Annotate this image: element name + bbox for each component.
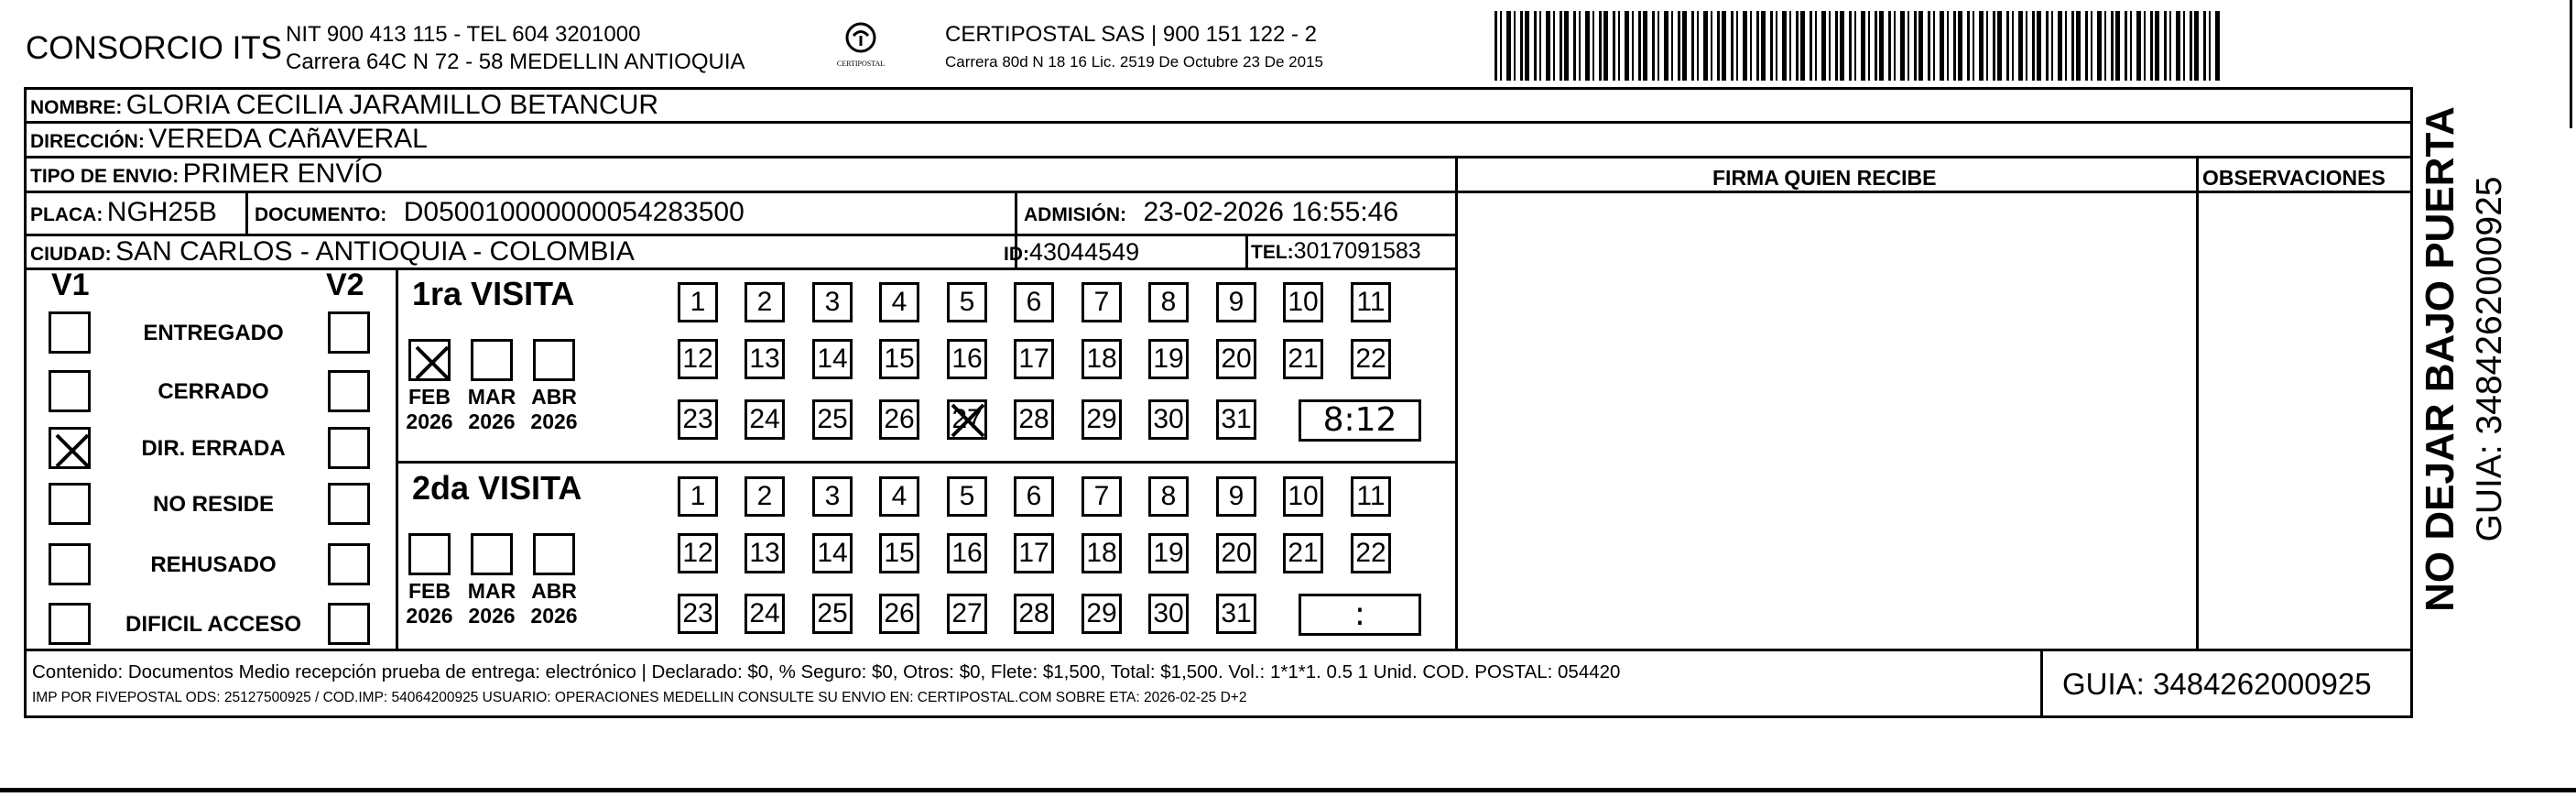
day-number: 21 <box>1288 538 1319 568</box>
direccion-value: VEREDA CAñAVERAL <box>148 124 428 154</box>
month-year: 2026 <box>530 604 578 628</box>
day-checkbox[interactable] <box>1148 399 1189 440</box>
v2-checkbox[interactable] <box>328 311 370 354</box>
divider <box>1455 156 1458 650</box>
day-checkbox[interactable] <box>812 594 853 634</box>
day-number: 8 <box>1160 481 1177 511</box>
certipostal-logo-icon <box>842 20 879 55</box>
day-checkbox[interactable] <box>1081 339 1122 379</box>
day-checkbox[interactable] <box>1283 533 1323 573</box>
status-label: ENTREGADO <box>143 321 284 345</box>
month-checkbox[interactable] <box>471 533 513 575</box>
footer-guia: GUIA: 3484262000925 <box>2062 667 2372 701</box>
day-checkbox[interactable] <box>1148 594 1189 634</box>
day-number: 23 <box>682 598 713 628</box>
certipostal-logo <box>824 20 897 75</box>
month-year: 2026 <box>406 604 453 628</box>
tipo-envio-label: TIPO DE ENVIO: <box>30 166 179 187</box>
day-number: 25 <box>817 598 848 628</box>
day-number: 5 <box>959 287 975 317</box>
day-number: 17 <box>1018 344 1049 374</box>
day-checkbox[interactable] <box>1283 339 1323 379</box>
visit-title: 1ra VISITA <box>412 275 575 312</box>
v2-checkbox[interactable] <box>328 427 370 469</box>
day-checkbox[interactable] <box>678 594 718 634</box>
direccion-row <box>30 124 428 155</box>
day-number: 1 <box>690 481 706 511</box>
v1-checkbox[interactable] <box>49 311 91 354</box>
day-checkbox[interactable] <box>1014 339 1054 379</box>
day-number: 14 <box>817 538 848 568</box>
month-name: MAR <box>467 579 516 603</box>
day-checkbox[interactable] <box>1148 339 1189 379</box>
day-number: 24 <box>749 404 780 434</box>
v1-label: V1 <box>51 267 90 302</box>
day-checkbox[interactable] <box>879 399 919 440</box>
day-number: 29 <box>1086 404 1117 434</box>
barcode <box>1495 11 2223 81</box>
admision-label: ADMISIÓN: <box>1024 204 1126 225</box>
company-name: CONSORCIO ITS <box>26 30 283 66</box>
border <box>2410 87 2413 718</box>
day-checkbox[interactable] <box>745 399 785 440</box>
month-checkbox[interactable] <box>533 533 575 575</box>
firma-label: FIRMA QUIEN RECIBE <box>1712 166 1937 190</box>
status-label: DIFICIL ACCESO <box>125 612 301 637</box>
day-checkbox[interactable] <box>947 282 987 322</box>
day-number: 10 <box>1288 481 1319 511</box>
nombre-label: NOMBRE: <box>30 97 123 118</box>
month-checkbox[interactable] <box>533 339 575 381</box>
day-checkbox[interactable] <box>947 339 987 379</box>
day-number: 12 <box>682 344 713 374</box>
day-number: 17 <box>1018 538 1049 568</box>
day-checkbox[interactable] <box>879 282 919 322</box>
day-checkbox[interactable] <box>745 339 785 379</box>
day-number: 22 <box>1355 538 1386 568</box>
no-dejar-warning: NO DEJAR BAJO PUERTA <box>2418 106 2462 612</box>
placa-row <box>30 197 217 228</box>
direccion-label: DIRECCIÓN: <box>30 131 145 152</box>
day-checkbox[interactable] <box>1081 594 1122 634</box>
day-number: 25 <box>817 404 848 434</box>
day-checkbox[interactable] <box>1283 282 1323 322</box>
status-label: REHUSADO <box>150 552 277 577</box>
observaciones-label: OBSERVACIONES <box>2202 166 2386 190</box>
placa-label: PLACA: <box>30 204 103 225</box>
time-field[interactable]: 8:12 <box>1299 399 1421 442</box>
v1-checkbox[interactable] <box>49 543 91 585</box>
edge-line <box>2570 0 2572 128</box>
day-checkbox[interactable] <box>1351 476 1391 517</box>
month-name: MAR <box>467 385 516 409</box>
day-number: 16 <box>951 538 983 568</box>
border <box>24 87 27 718</box>
day-checkbox[interactable] <box>745 594 785 634</box>
day-checkbox[interactable] <box>947 476 987 517</box>
day-number: 10 <box>1288 287 1319 317</box>
day-checkbox[interactable] <box>947 533 987 573</box>
day-checkbox[interactable] <box>1283 476 1323 517</box>
day-number: 30 <box>1153 404 1184 434</box>
day-number: 28 <box>1018 404 1049 434</box>
tipo-envio-value: PRIMER ENVÍO <box>182 158 384 189</box>
status-label: NO RESIDE <box>152 492 275 517</box>
day-checkbox[interactable] <box>1081 399 1122 440</box>
day-number: 27 <box>951 598 983 628</box>
month-name: ABR <box>531 385 577 409</box>
day-checkbox[interactable] <box>1216 594 1256 634</box>
day-checkbox[interactable] <box>1216 282 1256 322</box>
day-number: 14 <box>817 344 848 374</box>
documento-row <box>255 197 745 228</box>
month-label <box>517 385 591 434</box>
day-number: 2 <box>756 481 773 511</box>
day-checkbox[interactable] <box>678 476 718 517</box>
day-number: 7 <box>1093 481 1110 511</box>
day-number: 29 <box>1086 598 1117 628</box>
day-number: 1 <box>690 287 706 317</box>
month-year: 2026 <box>406 409 453 433</box>
v2-checkbox[interactable] <box>328 543 370 585</box>
side-guia: GUIA: 3484262000925 <box>2470 176 2509 542</box>
day-checkbox[interactable] <box>879 594 919 634</box>
day-checkbox[interactable] <box>879 476 919 517</box>
day-number: 2 <box>756 287 773 317</box>
day-number: 26 <box>884 404 915 434</box>
logo-text: CERTIPOSTAL <box>836 60 886 68</box>
day-number: 15 <box>884 538 915 568</box>
bottom-edge <box>0 788 2576 792</box>
month-checkbox[interactable] <box>408 339 451 381</box>
month-year: 2026 <box>530 409 578 433</box>
day-checkbox[interactable] <box>1351 533 1391 573</box>
day-number: 18 <box>1086 344 1117 374</box>
day-number: 5 <box>959 481 975 511</box>
day-number: 12 <box>682 538 713 568</box>
tel-value: 3017091583 <box>1293 238 1421 264</box>
visit-title: 2da VISITA <box>412 469 582 507</box>
divider <box>1245 234 1248 268</box>
company-address: Carrera 64C N 72 - 58 MEDELLIN ANTIOQUIA <box>286 49 745 74</box>
v1-checkbox[interactable] <box>49 370 91 412</box>
day-checkbox[interactable] <box>1148 533 1189 573</box>
day-checkbox[interactable] <box>678 339 718 379</box>
month-year: 2026 <box>468 409 516 433</box>
day-number: 3 <box>824 481 841 511</box>
month-name: ABR <box>531 579 577 603</box>
day-checkbox[interactable] <box>812 476 853 517</box>
divider <box>24 715 2413 718</box>
divider <box>24 191 2413 193</box>
day-checkbox[interactable] <box>1216 476 1256 517</box>
day-checkbox[interactable] <box>1148 476 1189 517</box>
day-checkbox[interactable] <box>812 282 853 322</box>
id-row <box>1004 238 1139 267</box>
v2-checkbox[interactable] <box>328 370 370 412</box>
day-number: 9 <box>1228 481 1245 511</box>
day-number: 6 <box>1026 481 1042 511</box>
day-number: 9 <box>1228 287 1245 317</box>
admision-value: 23-02-2026 16:55:46 <box>1143 197 1399 227</box>
day-checkbox[interactable] <box>1351 282 1391 322</box>
nombre-row <box>30 90 658 121</box>
day-number: 15 <box>884 344 915 374</box>
day-number: 3 <box>824 287 841 317</box>
v1-checkbox[interactable] <box>49 483 91 525</box>
day-checkbox[interactable] <box>745 476 785 517</box>
month-year: 2026 <box>468 604 516 628</box>
v1-checkbox[interactable] <box>49 603 91 645</box>
ciudad-label: CIUDAD: <box>30 244 112 265</box>
day-number: 31 <box>1221 404 1252 434</box>
day-checkbox[interactable] <box>1014 399 1054 440</box>
ciudad-value: SAN CARLOS - ANTIOQUIA - COLOMBIA <box>115 236 635 267</box>
day-number: 16 <box>951 344 983 374</box>
day-number: 23 <box>682 404 713 434</box>
contenido-line: Contenido: Documentos Medio recepción prueba de entrega: electrónico | Declarado: $0, % Seguro: $0, Otros: $0, Flete: $1,500, Total: $1,500. Vol.: 1*1*1. 0.5 1 Unid. COD. POSTAL: 054420 <box>32 661 1621 682</box>
day-checkbox[interactable] <box>1148 282 1189 322</box>
day-checkbox[interactable] <box>1216 339 1256 379</box>
day-number: 30 <box>1153 598 1184 628</box>
day-number: 26 <box>884 598 915 628</box>
day-number: 20 <box>1221 538 1252 568</box>
certipostal-address: Carrera 80d N 18 16 Lic. 2519 De Octubre 23 De 2015 <box>945 53 1323 71</box>
day-checkbox[interactable] <box>1351 339 1391 379</box>
divider <box>2040 649 2043 717</box>
month-name: FEB <box>408 385 451 409</box>
month-checkbox[interactable] <box>408 533 451 575</box>
day-checkbox[interactable] <box>947 594 987 634</box>
divider <box>396 461 1458 464</box>
day-checkbox[interactable] <box>812 533 853 573</box>
v2-checkbox[interactable] <box>328 603 370 645</box>
day-checkbox[interactable] <box>745 533 785 573</box>
day-number: 22 <box>1355 344 1386 374</box>
day-number: 8 <box>1160 287 1177 317</box>
v2-label: V2 <box>326 267 364 302</box>
id-value: 43044549 <box>1029 238 1140 266</box>
day-number: 28 <box>1018 598 1049 628</box>
divider <box>245 191 248 236</box>
day-number: 31 <box>1221 598 1252 628</box>
day-checkbox[interactable] <box>1014 594 1054 634</box>
month-label <box>517 579 591 628</box>
placa-value: NGH25B <box>106 197 217 227</box>
nombre-value: GLORIA CECILIA JARAMILLO BETANCUR <box>125 90 659 120</box>
tel-label: TEL: <box>1251 242 1294 263</box>
day-number: 19 <box>1153 538 1184 568</box>
v2-checkbox[interactable] <box>328 483 370 525</box>
day-checkbox[interactable] <box>1014 533 1054 573</box>
month-name: FEB <box>408 579 451 603</box>
time-field[interactable]: : <box>1299 594 1421 636</box>
day-number: 21 <box>1288 344 1319 374</box>
day-checkbox[interactable] <box>1081 282 1122 322</box>
admision-row <box>1024 197 1398 228</box>
day-checkbox[interactable] <box>678 282 718 322</box>
day-checkbox[interactable] <box>1081 533 1122 573</box>
v1-checkbox[interactable] <box>49 427 91 469</box>
day-number: 7 <box>1093 287 1110 317</box>
day-number: 11 <box>1356 287 1386 317</box>
status-label: CERRADO <box>158 379 269 404</box>
imp-line: IMP POR FIVEPOSTAL ODS: 25127500925 / COD.IMP: 54064200925 USUARIO: OPERACIONES MEDELLIN CONSULTE SU ENVIO EN: CERTIPOSTAL.COM SOBRE ETA: 2026-02-25 D+2 <box>32 690 1247 705</box>
day-checkbox[interactable] <box>879 533 919 573</box>
day-checkbox[interactable] <box>678 533 718 573</box>
company-nit: NIT 900 413 115 - TEL 604 3201000 <box>286 22 641 47</box>
day-number: 20 <box>1221 344 1252 374</box>
day-checkbox[interactable] <box>947 399 987 440</box>
day-number: 18 <box>1086 538 1117 568</box>
day-number: 19 <box>1153 344 1184 374</box>
day-number: 4 <box>891 287 908 317</box>
day-number: 6 <box>1026 287 1042 317</box>
day-checkbox[interactable] <box>879 339 919 379</box>
divider <box>24 649 2413 651</box>
month-checkbox[interactable] <box>471 339 513 381</box>
day-checkbox[interactable] <box>1014 282 1054 322</box>
day-checkbox[interactable] <box>1216 533 1256 573</box>
day-checkbox[interactable] <box>745 282 785 322</box>
day-checkbox[interactable] <box>1081 476 1122 517</box>
certipostal-name: CERTIPOSTAL SAS | 900 151 122 - 2 <box>945 22 1317 47</box>
ciudad-row <box>30 236 635 267</box>
day-number: 11 <box>1356 481 1386 511</box>
documento-value: D050010000000054283500 <box>403 197 745 227</box>
tel-row <box>1251 238 1421 265</box>
day-number: 24 <box>749 598 780 628</box>
day-checkbox[interactable] <box>812 399 853 440</box>
id-label: ID: <box>1004 244 1029 265</box>
day-number: 13 <box>749 344 780 374</box>
day-checkbox[interactable] <box>678 399 718 440</box>
day-number: 27 <box>951 404 983 434</box>
day-checkbox[interactable] <box>812 339 853 379</box>
tipo-envio-row <box>30 158 383 190</box>
divider <box>24 267 1458 270</box>
day-number: 4 <box>891 481 908 511</box>
day-checkbox[interactable] <box>1014 476 1054 517</box>
documento-label: DOCUMENTO: <box>255 204 387 225</box>
day-number: 13 <box>749 538 780 568</box>
status-label: DIR. ERRADA <box>141 436 286 461</box>
divider <box>2196 156 2199 650</box>
day-checkbox[interactable] <box>1216 399 1256 440</box>
